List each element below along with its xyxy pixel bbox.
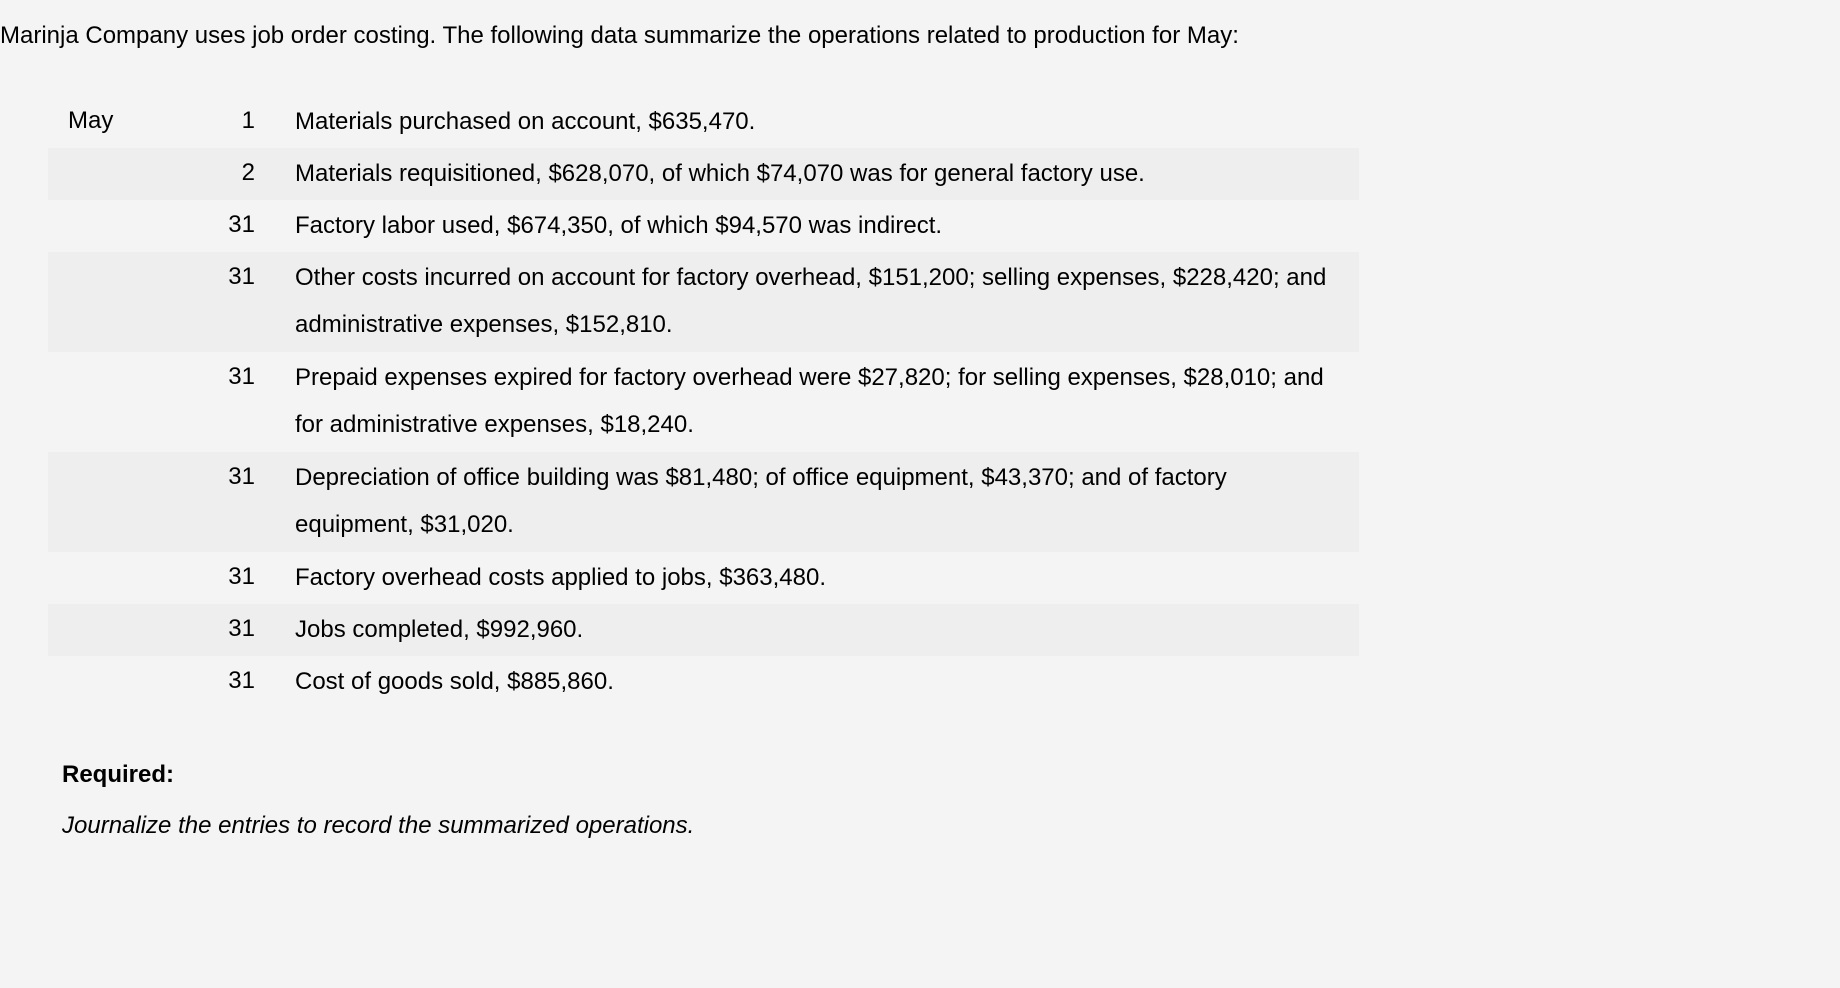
table-row — [48, 604, 1359, 656]
day-cell: 31 — [155, 452, 255, 552]
description-cell — [255, 604, 1359, 656]
day-cell: 31 — [228, 363, 255, 390]
day-cell: 1 — [241, 107, 255, 134]
operations-table — [48, 96, 1359, 708]
table-row — [48, 200, 1359, 252]
description-cell — [255, 148, 1359, 200]
description-text: Prepaid expenses expired for factory overhead were $27,820; for selling expenses, $28,010; and for administrative expenses, $18,240. — [295, 364, 1324, 438]
description-cell — [255, 200, 1359, 252]
description-cell — [255, 656, 1359, 708]
table-row — [48, 656, 1359, 708]
intro-text: Marinja Company uses job order costing. The following data summarize the operations related to production for May: — [0, 22, 1239, 49]
month-cell — [48, 252, 155, 352]
table-row — [48, 352, 1359, 452]
month-cell — [48, 552, 155, 604]
required-instruction: Journalize the entries to record the summarized operations. — [62, 812, 695, 839]
month-cell: May — [68, 107, 114, 134]
description-text: Cost of goods sold, $885,860. — [295, 668, 614, 695]
table-row — [48, 252, 1359, 352]
description-cell — [255, 352, 1359, 452]
description-cell — [255, 452, 1359, 552]
description-cell — [255, 96, 1359, 148]
description-cell — [255, 552, 1359, 604]
description-text: Other costs incurred on account for factory overhead, $151,200; selling expenses, $228,420; and administrative expenses, $152,810. — [295, 264, 1327, 338]
table-row — [48, 452, 1359, 552]
day-cell: 31 — [228, 563, 255, 590]
required-heading: Required: — [62, 761, 175, 788]
description-text: Factory overhead costs applied to jobs, $363,480. — [295, 564, 826, 591]
description-text: Depreciation of office building was $81,480; of office equipment, $43,370; and of factory equipment, $31,020. — [295, 464, 1227, 538]
description-text: Factory labor used, $674,350, of which $94,570 was indirect. — [295, 212, 943, 239]
day-cell: 2 — [155, 148, 255, 200]
day-cell: 31 — [155, 604, 255, 656]
month-cell — [48, 352, 155, 452]
month-cell — [48, 656, 155, 708]
table-row — [48, 96, 1359, 148]
table-row — [48, 552, 1359, 604]
day-cell: 31 — [228, 211, 255, 238]
description-text: Materials requisitioned, $628,070, of which $74,070 was for general factory use. — [295, 160, 1145, 187]
description-text: Jobs completed, $992,960. — [295, 616, 584, 643]
description-cell — [255, 252, 1359, 352]
description-text: Materials purchased on account, $635,470. — [295, 108, 756, 135]
day-cell: 31 — [228, 667, 255, 694]
month-cell — [48, 200, 155, 252]
month-cell — [48, 604, 155, 656]
table-row — [48, 148, 1359, 200]
month-cell — [48, 148, 155, 200]
day-cell: 31 — [155, 252, 255, 352]
month-cell — [48, 452, 155, 552]
